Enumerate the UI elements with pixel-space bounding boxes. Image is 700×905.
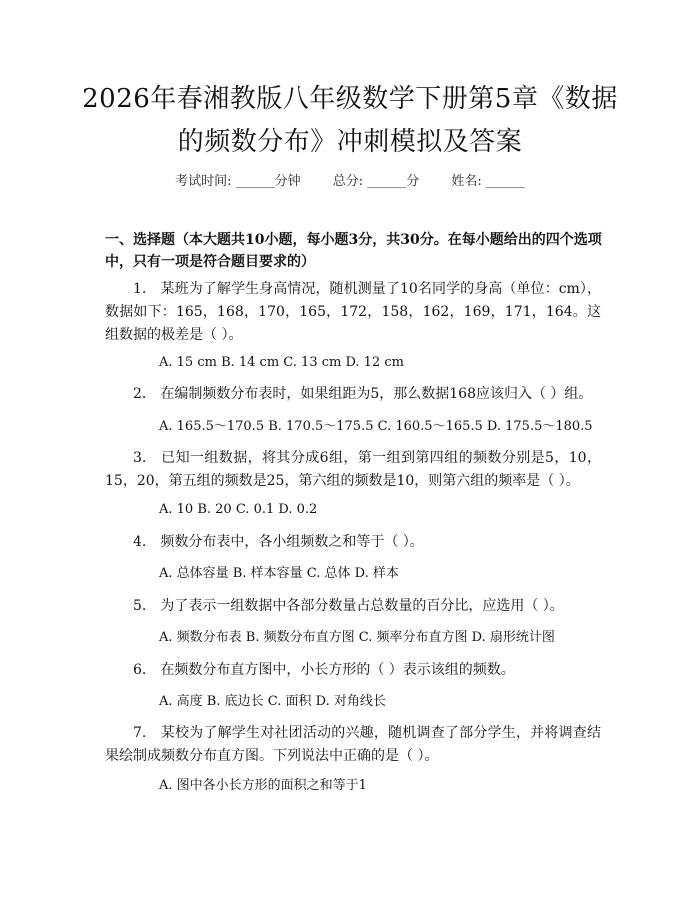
total-score-field: 总分: ______分 xyxy=(332,174,420,189)
question-6-options: A. 高度 B. 底边长 C. 面积 D. 对角线长 xyxy=(159,694,386,709)
question-5: 5. 为了表示一组数据中各部分数量占总数量的百分比，应选用（ ）。 xyxy=(133,598,564,614)
exam-meta xyxy=(0,170,700,189)
exam-time-field: 考试时间: ______分钟 xyxy=(175,174,301,189)
question-6: 6. 在频数分布直方图中，小长方形的（ ）表示该组的频数。 xyxy=(133,662,515,678)
question-2-options: A. 165.5～170.5 B. 170.5～175.5 C. 160.5～165.5 D. 175.5～180.5 xyxy=(159,419,593,434)
document-title: 2026年春湘教版八年级数学下册第5章《数据的频数分布》冲刺模拟及答案 xyxy=(82,84,618,157)
question-7-options: A. 图中各小长方形的面积之和等于1 xyxy=(159,778,367,793)
question-2: 2. 在编制频数分布表时，如果组距为5，那么数据168应该归入（ ）组。 xyxy=(133,386,593,402)
question-4: 4. 频数分布表中，各小组频数之和等于（ ）。 xyxy=(133,534,424,550)
question-7: 7. 某校为了解学生对社团活动的兴趣，随机调查了部分学生，并将调查结果绘制成频数分布直方图。下列说法中正确的是（ ）。 xyxy=(105,725,601,764)
question-3: 3. 已知一组数据，将其分成6组，第一组到第四组的频数分别是5，10，15，20，第五组的频数是25，第六组的频数是10，则第六组的频率是（ ）。 xyxy=(105,450,601,489)
question-3-options: A. 10 B. 20 C. 0.1 D. 0.2 xyxy=(159,502,318,517)
question-1: 1. 某班为了解学生身高情况，随机测量了10名同学的身高（单位：cm），数据如下：165，168，170，165，172，158，162，169，171，164。这组数据的极差是（ ）。 xyxy=(105,281,601,343)
question-5-options: A. 频数分布表 B. 频数分布直方图 C. 频率分布直方图 D. 扇形统计图 xyxy=(159,630,555,645)
student-name-field: 姓名: ______ xyxy=(451,174,525,189)
question-4-options: A. 总体容量 B. 样本容量 C. 总体 D. 样本 xyxy=(159,566,399,581)
section-heading: 一、选择题（本大题共10小题，每小题3分，共30分。在每小题给出的四个选项中，只有一项是符合题目要求的） xyxy=(105,232,602,270)
question-1-options: A. 15 cm B. 14 cm C. 13 cm D. 12 cm xyxy=(159,355,404,370)
